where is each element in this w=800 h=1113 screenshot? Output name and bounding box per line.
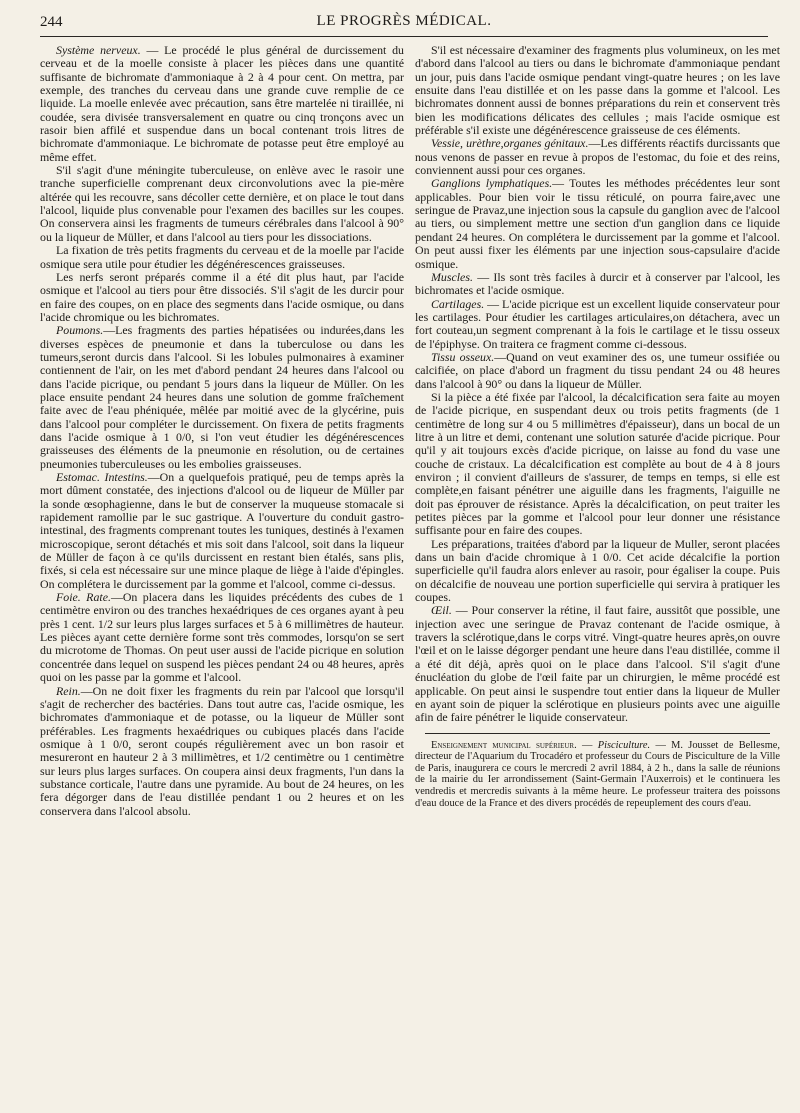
paragraph-text: —Quand on veut examiner des os, une tumeur ossifiée ou calcifiée, on place d'abord un fragment du tissu pendant 24 ou 48 heures dans l'alcool à 90° ou dans la liqueur de Müller.: [415, 349, 781, 391]
paragraph-text: —On a quelquefois pratiqué, peu de temps après la mort dûment constatée, des injections d'alcool ou de liqueur de Müller par la sonde œsophagienne, dans le but de conserver la muqueuse stomacale si rapidement ramollie par le suc gastrique. A l'ouverture du conduit gastro-intestinal, des fragments comprenant toutes les tuniques, destinés à l'examen microscopique, seront détachés et mis soit dans l'alcool, soit dans la liqueur de Müller de façon à ce qu'ils durcissent en restant bien étalés, sans plis, fixés, si cela est nécessaire sur une mince plaque de liège à l'aide d'épingles. On complétera le durcissement par la gomme et l'alcool, comme ci-dessus.: [40, 470, 404, 591]
left-column: [40, 44, 404, 818]
paragraph: [415, 351, 780, 391]
paragraph: [415, 137, 780, 177]
notice-text: — M. Jousset de Bellesme, directeur de l'Aquarium du Trocadéro et professeur du Cours de Pisciculture de la Ville de Paris, inaugurera ce cours le mercredi 2 avril 1884, à 2 h., dans la salle de réunions de la mairie du Ier arrondissement (Saint-Germain l'Auxerrois) et le continuera les vendredis et mercredis suivants à la même heure. Le professeur traitera des poissons d'eau douce de la France et des divers procédés de repeuplement des cours d'eau.: [415, 739, 780, 809]
paragraph: [415, 538, 780, 605]
paragraph: [40, 271, 404, 324]
paragraph: [415, 391, 780, 538]
paragraph-text: S'il s'agit d'une méningite tuberculeuse, on enlève avec le rasoir une tranche superficielle comprenant deux circonvolutions avec la pie-mère altérée qui les recouvre, sans décoller cette dernière, et on place le tout dans l'alcool, liquide plus convenable pour l'examen des bacilles sur les coupes. On conservera ainsi les fragments de tumeurs cérébrales dans l'alcool à 90° ou la liqueur de Müller, et dans l'alcool au tiers pour les dissociations.: [40, 163, 404, 244]
paragraph: [40, 591, 404, 684]
notice-lead: Enseignement municipal supérieur.: [431, 739, 577, 751]
section-heading: Système nerveux.: [56, 43, 141, 57]
paragraph: [415, 44, 780, 137]
paragraph-text: Les nerfs seront préparés comme il a été dit plus haut, par l'acide osmique et l'alcool au tiers pour être dissociés. S'il s'agit de les durcir pour en faire des coupes, on en place des segments dans l'acide osmique, ou dans l'acide chromique ou les bichromates.: [40, 269, 404, 324]
right-column-paragraphs: [415, 44, 780, 725]
paragraph-text: S'il est nécessaire d'examiner des fragments plus volumineux, on les met d'abord dans l'alcool au tiers ou dans le bichromate d'ammoniaque pendant un jour, puis dans l'acide osmique pendant vingt-quatre heures ; on les lave ensuite dans l'eau distillée et on les passe dans la gomme et l'alcool. Les bichromates donnent aussi de bonnes préparations du rein et conservent très bien les modifications délicates des cellules ; mais l'acide osmique est préférable s'il existe une dégénérescence graisseuse de ces éléments.: [415, 43, 780, 138]
journal-title: LE PROGRÈS MÉDICAL.: [316, 13, 492, 29]
paragraph: [415, 177, 780, 270]
paragraph: [40, 244, 404, 271]
page-header: [40, 10, 768, 37]
notice-paragraph: Enseignement municipal supérieur. — Pisciculture. — M. Jousset de Bellesme, directeur de l'Aquarium du Trocadéro et professeur du Cours de Pisciculture de la Ville de Paris, inaugurera ce cours le mercredi 2 avril 1884, à 2 h., dans la salle de réunions de la mairie du Ier arrondissement (Saint-Germain l'Auxerrois) et le continuera les vendredis et mercredis suivants à la même heure. Le professeur traitera des poissons d'eau douce de la France et des divers procédés de repeuplement des cours d'eau.: [415, 739, 780, 809]
paragraph: [415, 271, 780, 298]
section-heading: Vessie, urèthre,organes génitaux.: [431, 136, 589, 151]
section-heading: Estomac. Intestins.: [56, 470, 148, 484]
section-heading: Poumons.: [56, 323, 104, 338]
section-heading: Œil.: [431, 603, 452, 618]
paragraph-text: Si la pièce a été fixée par l'alcool, la décalcification sera faite au moyen de l'acide picrique, en suspendant deux ou trois petits fragments (de 1 centimètre de long sur 4 ou 5 millimètres d'épaisseur), dans un bocal de un litre à un litre et demi, contenant une solution saturée d'acide picrique. Pour qu'il y ait toujours excès d'acide picrique, on laisse au fond du vase une couche de cristaux. La décalcification est complète au bout de 4 à 8 jours environ ; il convient d'ailleurs de s'assurer, de temps en temps, si elle est complète,en faisant pénétrer une aiguille dans les fragments, l'aiguille ne doit pas éprouver de résistance. Après la décalcification, on peut traiter les petites pièces par la gomme et l'alcool pour leur donner une résistance suffisante pour en faire des coupes.: [415, 389, 780, 538]
paragraph-text: — Toutes les méthodes précédentes leur sont applicables. Pour bien voir le tissu réticulé, on pourra faire,avec une seringue de Pravaz,une injection sous la capsule du ganglion avec de l'alcool au tiers, ou simplement mettre une section d'un ganglion dans ce liquide pendant 24 heures. On complétera le durcissement par la gomme et l'alcool. On peut aussi fixer les éléments par une injection sous-capsulaire d'acide osmique.: [415, 176, 780, 271]
paragraph-text: — Ils sont très faciles à durcir et à conserver par l'alcool, les bichromates et l'acide osmique.: [415, 269, 780, 298]
section-heading: Cartilages.: [431, 296, 485, 311]
paragraph-text: — L'acide picrique est un excellent liquide conservateur pour les cartilages. Pour étudier les cartilages articulaires,on détachera, avec un fort couteau,un segment comprenant à la fois le cartilage et le tissu osseux de l'épiphyse. On traitera ce fragment comme ci-dessous.: [415, 296, 780, 351]
paragraph: [40, 685, 404, 818]
section-heading: Foie. Rate.: [56, 590, 111, 605]
right-column: [415, 44, 780, 809]
paragraph-text: La fixation de très petits fragments du cerveau et de la moelle par l'acide osmique sera utile pour étudier les dégénérescences graisseuses.: [40, 243, 404, 271]
paragraph-text: Les préparations, traitées d'abord par la liqueur de Muller, seront placées dans un bain d'acide chromique à 1 0/0. Cet acide décalcifie la portion superficielle qu'il faudra alors enlever au rasoir, pour égaliser la coupe. Puis on décalcifie de nouveau une portion superficielle qui servira à pratiquer les coupes.: [415, 536, 780, 605]
paragraph-text: — Le procédé le plus général de durcissement du cerveau et de la moelle consiste à placer les pièces dans une quantité suffisante de bichromate d'ammoniaque à 2 à 4 pour cent. On mettra, par exemple, des tranches du cerveau dans une grande cuve remplie de ce liquide. La moelle enlevée avec précaution, sans être martelée ni tiraillée, ni coudée, sera divisée transversalement en quatre ou cinq tronçons avec un rasoir bien affilé et suspendue dans un bocal contenant trois litres de bichromate d'ammoniaque. Le bichromate de potasse peut être employé au même effet.: [40, 43, 405, 164]
paragraph-text: — Pour conserver la rétine, il faut faire, aussitôt que possible, une injection avec une seringue de Pravaz contenant de l'acide osmique, à travers la sclérotique,dans le corps vitré. Vingt-quatre heures après,on ouvre l'œil et on le laisse dégorger pendant une heure dans l'eau distillée, comme il a été dit déjà, après quoi on le place dans l'alcool. S'il s'agit d'une énucléation du globe de l'œil faite par un chirurgien, le même procédé est applicable. On peut ainsi le suspendre tout entier dans la liqueur de Muller en ayant soin de piquer la sclérotique en plusieurs points avec une aiguille afin de faire pénétrer le liquide conservateur.: [415, 603, 780, 725]
paragraph-text: —Les fragments des parties hépatisées ou indurées,dans les diverses espèces de pneumonie et dans la tuberculose ou dans les tumeurs,seront durcis dans l'alcool. Si les lobules pulmonaires à examiner contiennent de l'air, on les met d'abord pendant 24 heures dans l'alcool ou dans l'acide picrique, ou pendant 5 jours dans la liqueur de Müller. On les place ensuite pendant 24 heures dans une solution de gomme fraîchement faite avec de l'eau phéniquée, mêlée par moitié avec de la glycérine, puis dans l'alcool pour compléter le durcissement. On fixera de petits fragments dans l'acide osmique à 1 0/0, si l'on veut étudier les dégénérescences graisseuses des éléments de la pneumonie en résolution, ou de certaines pneumonies tuberculeuses ou les embolies graisseuses.: [40, 323, 404, 471]
paragraph: [40, 471, 404, 591]
paragraph: [40, 44, 404, 164]
section-divider: [425, 733, 770, 734]
paragraph-text: —On placera dans les liquides précédents des cubes de 1 centimètre environ ou des tranches hexaédriques de ces organes ayant à peu près 1 cent. 1/2 sur leurs plus larges surfaces et 5 à 6 millimètres de hauteur. Les pièces ayant cette dernière forme sont très commodes, lorsqu'on se sert du microtome de Thomas. On peut user aussi de l'acide picrique en solution concentrée dans lequel on suspend les pièces pendant 24 ou 48 heures, après quoi on les passe par la gomme et l'alcool.: [40, 590, 404, 685]
paragraph: [40, 164, 404, 244]
section-heading: Ganglions lymphatiques.: [431, 176, 553, 191]
section-heading: Muscles.: [431, 269, 473, 284]
paragraph: [415, 604, 780, 724]
paragraph-text: —Les différents réactifs durcissants que nous venons de passer en revue à propos de l'estomac, du foie et des reins, conviennent aussi pour ces organes.: [415, 136, 780, 178]
section-heading: Rein.: [56, 683, 81, 698]
paragraph: [40, 324, 404, 471]
paragraph: [415, 298, 780, 351]
page-number: 244: [40, 14, 63, 30]
section-heading: Tissu osseux.: [431, 349, 495, 364]
paragraph-text: —On ne doit fixer les fragments du rein par l'alcool que lorsqu'il s'agit de rechercher des bactéries. Dans tout autre cas, l'acide osmique, les bichromates d'ammoniaque et de potasse, ou la liqueur de Müller sont préférables. Les fragments hexaédriques ou cubiques placés dans l'acide osmique à 1 0/0, seront coupés régulièrement avec un bon rasoir et mesureront en hauteur 2 à 3 millimètres, et 1/2 centimètre ou 1 centimètre sur leurs plus larges surfaces. On coupera ainsi deux fragments, l'un dans la substance corticale, l'autre dans une pyramide. Au bout de 24 heures, on les fera dégorger dans de l'eau distillée pendant 1 ou 2 heures et on les conservera dans l'alcool absolu.: [40, 683, 404, 818]
notice-heading: Pisciculture.: [597, 739, 651, 751]
